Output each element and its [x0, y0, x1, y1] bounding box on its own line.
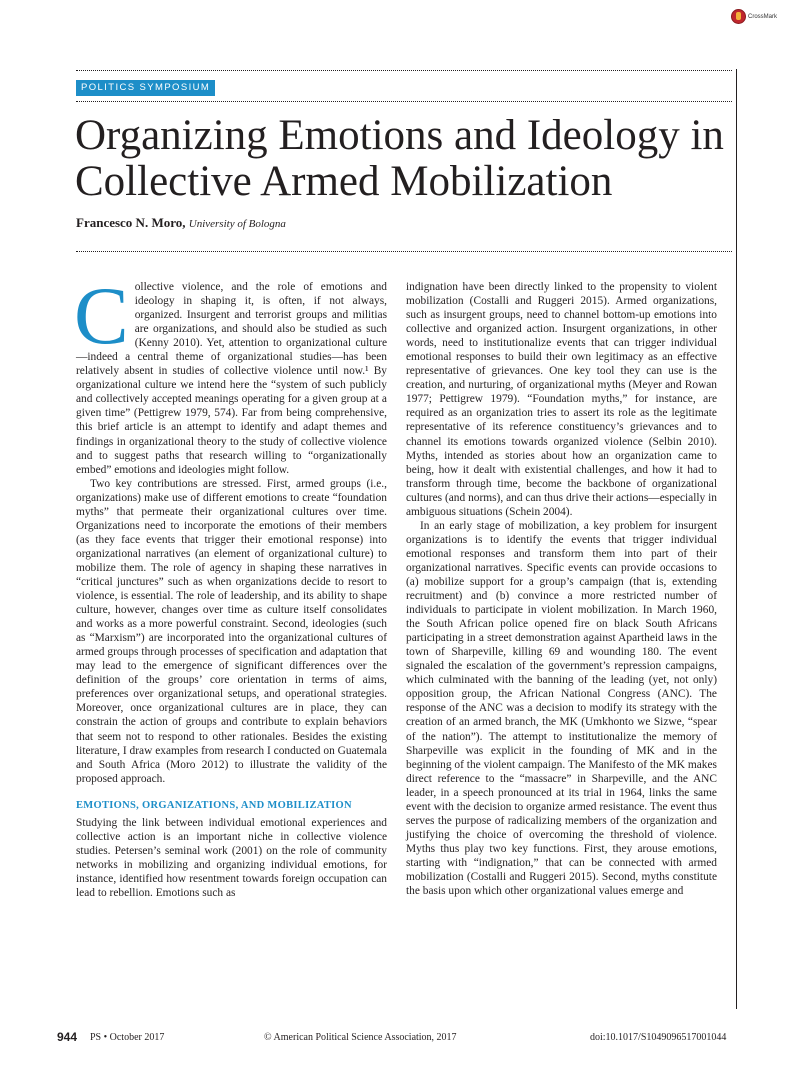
- journal-issue: PS • October 2017: [90, 1032, 165, 1043]
- paragraph: [74, 270, 387, 477]
- paragraph: Two key contributions are stressed. First, armed groups (i.e., organizations) make use of different emotions to create “foundation myths” that permeate their organizational cultures over time. Organizations need to incorporate the emotions of their members (as they face events that trigger their emotional response) into organizational narratives (an element of organizational culture) to mobilize them. The role of agency in shaping these narratives in “critical junctures” such as when organizations decide to resort to violence, is essential. The role of leadership, and its ability to shape culture, however, changes over time as culture itself consolidates and works as a more powerful constraint. Second, ideologies (such as “Marxism”) are incorporated into the organizational cultures of armed groups through processes of specification and adaptation that may lead to the emergence of significant differences over the definition of the groups’ core orientation in terms of aims, preferences over organizational setups, and operational strategies. Moreover, once organizational cultures are in place, they can constrain the action of groups and contribute to explain behaviors that seem not to respond to other rationales. Besides the existing literature, I draw examples from research I conducted on Guatemala and South Africa (Moro 2012) to illustrate the validity of the proposed approach.: [76, 477, 387, 785]
- author-affiliation: University of Bologna: [188, 218, 286, 230]
- paragraph: In an early stage of mobilization, a key problem for insurgent organizations is to identify the events that trigger individual emotional responses and transform them into part of their organizational narratives. Specific events can provide occasions to (a) mobilize support for a group’s campaign (that is, extending recruitment) and (b) convince a more restricted number of individuals to participate in violent mobilization. In March 1960, the South African police opened fire on black South Africans participating in a street demonstration against Apartheid laws in the town of Sharpeville, killing 69 and wounding 180. The event signaled the escalation of the government’s repression campaigns, which culminated with the banning of the leading (yet, not only) opposition group, the African National Congress (ANC). The response of the ANC was a decision to modify its strategy with the creation of an armed branch, the MK (Umkhonto we Sizwe, “spear of the nation”). The attempt to institutionalize the memory of Sharpeville was explicit in the founding of MK and in the beginning of the violent campaign. The Manifesto of the MK makes direct reference to the “massacre” in Sharpeville, and the ANC leader, in a speech pronounced at its trial in 1964, links the same event with the decision to organize armed resistance. The event thus serves the purpose of radicalizing members of the organization and justifying the choice of overcoming the threshold of violence. Myths thus play two key functions. First, they arouse emotions, starting with “indignation,” that can be connected with armed mobilization (Costalli and Ruggeri 2015). Second, myths constitute the basis upon which other organizational values emerge and: [406, 519, 717, 898]
- paragraph: indignation have been directly linked to the propensity to violent mobilization (Costalli and Ruggeri 2015). Armed organizations, such as insurgent groups, need to channel bottom-up emotions into collective and organized action. Insurgent organizations, in other words, need to institutionalize events that can trigger individual emotional responses to build their own legitimacy as an effective representative of grievances. One key tool they can use is the creation, and nurturing, of organizational myths (Meyer and Rowan 1977; Pettigrew 1979). “Foundation myths,” for instance, are required as an organization tries to assert its role as the legitimate representative of its reference constituency’s grievances and to channel its emotions towards organized violence (Selbin 2010). Myths, intended as stories about how an organization came to being, how it dealt with existential challenges, and how it had to transform through time, become the backbone of organizational cultures (and norms), and can thus drive their actions—especially in ambiguous situations (Schein 2004).: [406, 281, 717, 518]
- paragraph-text: ollective violence, and the role of emotions and ideology in shaping it, is often, if not always, organized. Insurgent and terrorist groups and militias are organizations, and should also be studied as such (Kenny 2010). Yet, attention to organizational culture—indeed a central theme of organizational studies—has been relatively absent in studies of collective violence until now.¹ By organizational culture we intend here the “system of such publicly and collectively accepted meanings operating for a given group at a given time” (Pettigrew 1979, 574). Far from being comprehensive, this brief article is an attempt to identify and adapt themes and findings in organizational theory to the study of collective violence and to suggest paths that research willing to “organizationally embed” emotions and ideologies might follow.: [76, 281, 387, 476]
- copyright-notice: © American Political Science Association, 2017: [264, 1032, 457, 1043]
- doi-link[interactable]: doi:10.1017/S1049096517001044: [590, 1032, 727, 1043]
- crossmark-logo[interactable]: [731, 9, 777, 24]
- author-name: Francesco N. Moro,: [76, 215, 186, 230]
- right-column: [406, 280, 717, 898]
- tag-dotted-rule: [76, 101, 732, 102]
- top-dotted-rule: [76, 70, 732, 71]
- drop-cap: C: [74, 270, 129, 361]
- vertical-rule: [736, 69, 737, 1009]
- section-tag: POLITICS SYMPOSIUM: [76, 80, 215, 96]
- crossmark-label: CrossMark: [748, 13, 778, 20]
- byline: [76, 215, 286, 231]
- byline-dotted-rule: [76, 251, 732, 252]
- paragraph: Studying the link between individual emotional experiences and collective action is an important niche in collective violence studies. Petersen’s seminal work (2001) on the role of community networks in mobilizing and organizing individual emotions, for instance, identified how resentment towards foreign occupation can lead to rebellion. Emotions such as: [76, 816, 387, 899]
- crossmark-icon: [731, 9, 746, 24]
- article-title: Organizing Emotions and Ideology in Collective Armed Mobilization: [75, 112, 724, 205]
- page-number: 944: [57, 1030, 78, 1044]
- section-heading: EMOTIONS, ORGANIZATIONS, AND MOBILIZATION: [76, 799, 352, 811]
- left-column: [74, 270, 387, 900]
